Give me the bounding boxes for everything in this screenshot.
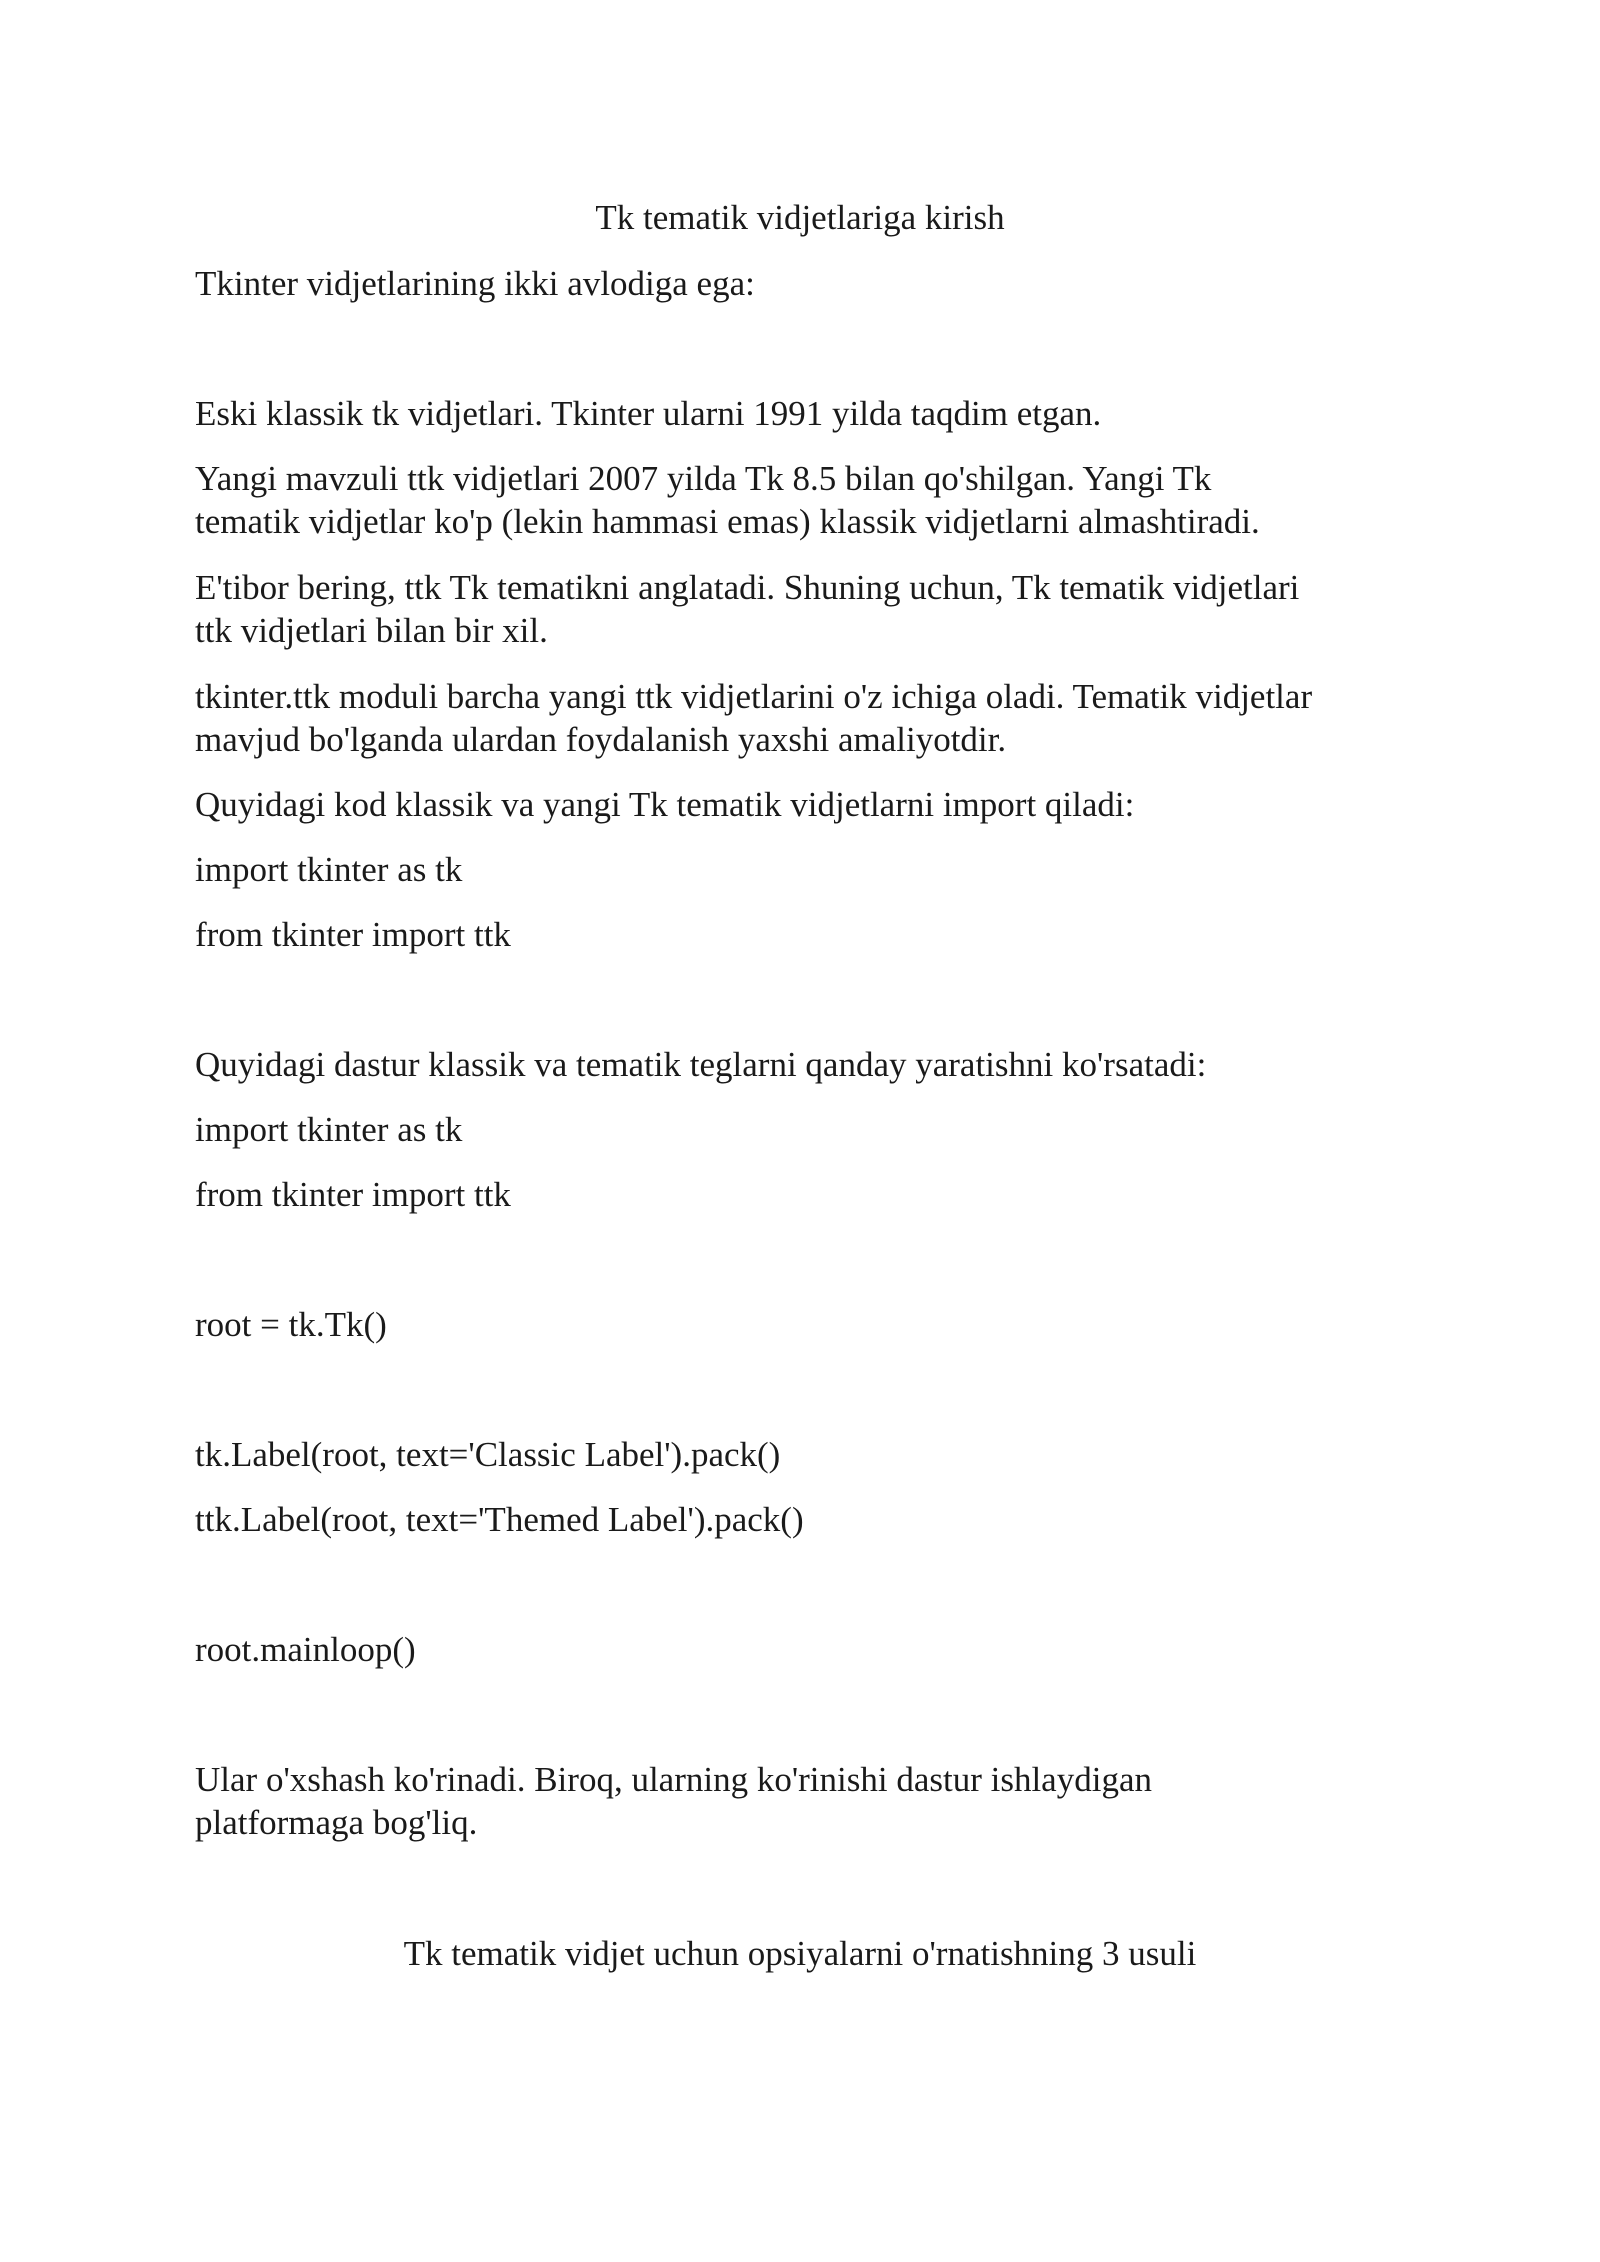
page-title: Tk tematik vidjetlariga kirish xyxy=(595,198,1005,237)
paragraph-4-line-2: mavjud bo'lganda ulardan foydalanish yaxshi amaliyotdir. xyxy=(195,720,1007,759)
code-2-line-4: tk.Label(root, text='Classic Label').pack() xyxy=(195,1435,781,1474)
paragraph-2-line-1: Yangi mavzuli ttk vidjetlari 2007 yilda Tk 8.5 bilan qo'shilgan. Yangi Tk xyxy=(195,459,1212,498)
paragraph-1: Eski klassik tk vidjetlari. Tkinter ularni 1991 yilda taqdim etgan. xyxy=(195,394,1102,433)
code-2-line-6: root.mainloop() xyxy=(195,1630,416,1669)
paragraph-5: Quyidagi kod klassik va yangi Tk tematik vidjetlarni import qiladi: xyxy=(195,785,1135,824)
paragraph-7-line-2: platformaga bog'liq. xyxy=(195,1803,478,1842)
code-2-line-3: root = tk.Tk() xyxy=(195,1305,387,1344)
section-heading: Tk tematik vidjet uchun opsiyalarni o'rnatishning 3 usuli xyxy=(403,1934,1197,1973)
paragraph-4-line-1: tkinter.ttk moduli barcha yangi ttk vidjetlarini o'z ichiga oladi. Tematik vidjetlar xyxy=(195,677,1313,716)
code-2-line-2: from tkinter import ttk xyxy=(195,1175,511,1214)
code-2-line-5: ttk.Label(root, text='Themed Label').pack() xyxy=(195,1500,804,1539)
intro-text: Tkinter vidjetlarining ikki avlodiga ega: xyxy=(195,264,755,303)
code-2-line-1: import tkinter as tk xyxy=(195,1110,463,1149)
code-1-line-1: import tkinter as tk xyxy=(195,850,463,889)
paragraph-2-line-2: tematik vidjetlar ko'p (lekin hammasi emas) klassik vidjetlarni almashtiradi. xyxy=(195,502,1260,541)
paragraph-3-line-1: E'tibor bering, ttk Tk tematikni anglatadi. Shuning uchun, Tk tematik vidjetlari xyxy=(195,568,1300,607)
code-1-line-2: from tkinter import ttk xyxy=(195,915,511,954)
paragraph-3-line-2: ttk vidjetlari bilan bir xil. xyxy=(195,611,548,650)
paragraph-7-line-1: Ular o'xshash ko'rinadi. Biroq, ularning ko'rinishi dastur ishlaydigan xyxy=(195,1760,1152,1799)
paragraph-6: Quyidagi dastur klassik va tematik teglarni qanday yaratishni ko'rsatadi: xyxy=(195,1045,1207,1084)
